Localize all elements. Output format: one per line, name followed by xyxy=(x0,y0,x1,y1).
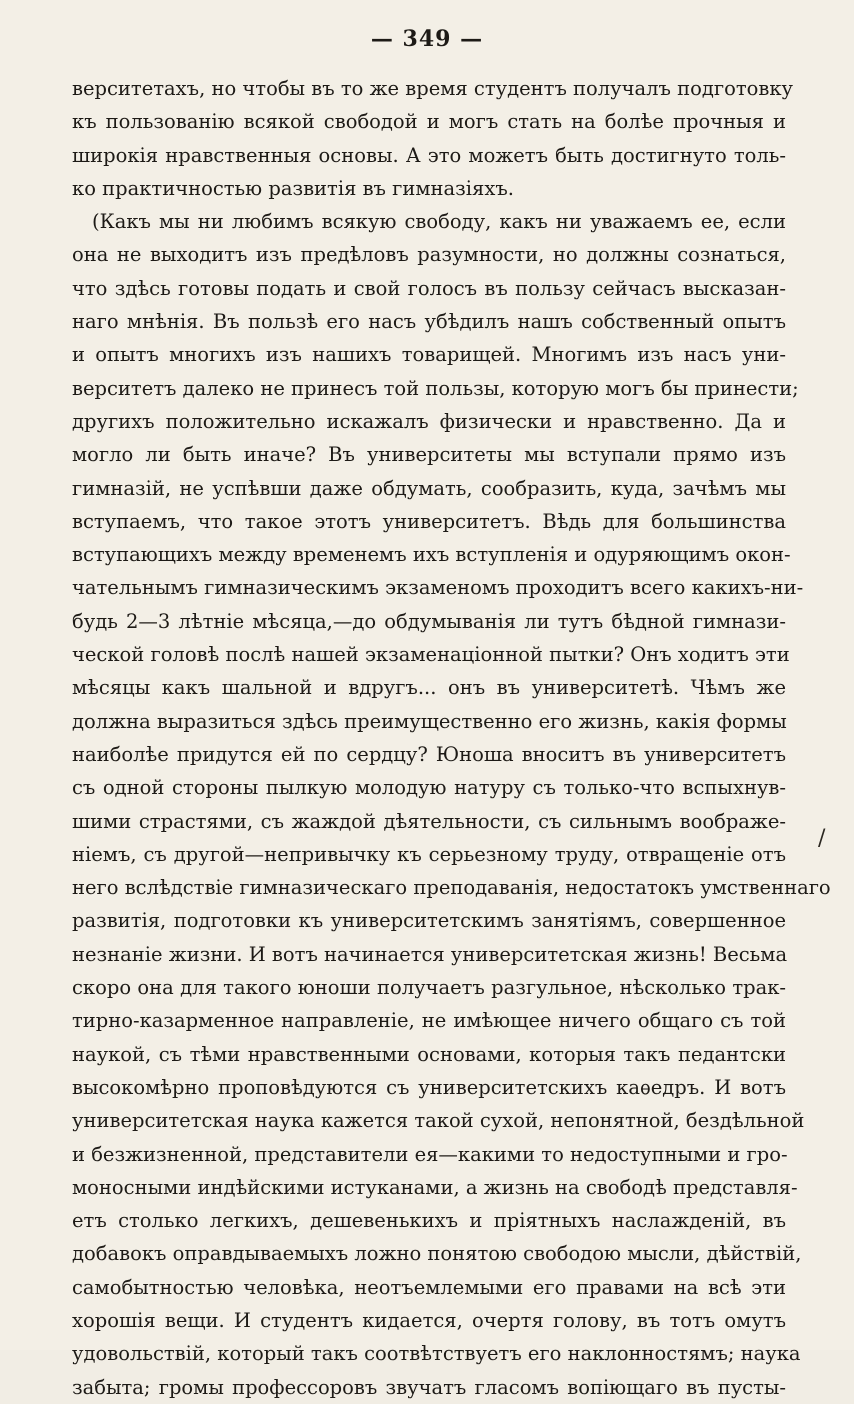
text-line: она не выходитъ изъ предѣловъ разумности, но должны сознаться, xyxy=(72,243,786,267)
margin-mark: / xyxy=(818,826,826,851)
text-line: вступаемъ, что такое этотъ университетъ. Вѣдь для большинства xyxy=(72,509,786,533)
text-line: гимназій, не успѣвши даже обдумать, сообразить, куда, зачѣмъ мы xyxy=(72,476,786,500)
text-line: самобытностью человѣка, неотъемлемыми его правами на всѣ эти xyxy=(72,1275,786,1299)
text-line: верситетахъ, но чтобы въ то же время студентъ получалъ подготовку xyxy=(72,77,794,100)
text-line: ческой головѣ послѣ нашей экзаменаціонной пытки? Онъ ходитъ эти xyxy=(72,643,790,667)
text-line: тирно-казарменное направленіе, не имѣющее ничего общаго съ той xyxy=(72,1009,786,1033)
text-line: мѣсяцы какъ шальной и вдругъ... онъ въ университетѣ. Чѣмъ же xyxy=(72,676,786,700)
text-line: должна выразиться здѣсь преимущественно его жизнь, какія формы xyxy=(72,709,787,733)
text-line: забыта; громы профессоровъ звучатъ гласомъ вопіющаго въ пусты- xyxy=(72,1375,786,1399)
text-line: и опытъ многихъ изъ нашихъ товарищей. Многимъ изъ насъ уни- xyxy=(72,343,786,367)
text-line: верситетъ далеко не принесъ той пользы, которую могъ бы принести; xyxy=(72,376,799,400)
text-line: удовольствій, который такъ соотвѣтствуетъ его наклонностямъ; наука xyxy=(72,1342,801,1366)
text-line: моносными индѣйскими истуканами, а жизнь на свободѣ представля- xyxy=(72,1175,798,1199)
text-line: добавокъ оправдываемыхъ ложно понятою свободою мысли, дѣйствій, xyxy=(72,1242,802,1266)
text-line: ніемъ, съ другой—непривычку къ серьезному труду, отвращеніе отъ xyxy=(72,842,786,866)
text-line: къ пользованію всякой свободой и могъ стать на болѣе прочныя и xyxy=(72,110,786,134)
text-line: что здѣсь готовы подать и свой голосъ въ пользу сейчасъ высказан- xyxy=(72,276,786,300)
text-line: высокомѣрно проповѣдуются съ университетскихъ каѳедръ. И вотъ xyxy=(72,1075,786,1099)
text-line: наго мнѣнія. Въ пользѣ его насъ убѣдилъ нашъ собственный опытъ xyxy=(72,310,786,334)
text-line: съ одной стороны пылкую молодую натуру съ только-что вспыхнув- xyxy=(72,776,786,800)
text-line: чательнымъ гимназическимъ экзаменомъ проходитъ всего какихъ-ни- xyxy=(72,576,804,600)
text-line: наукой, съ тѣми нравственными основами, которыя такъ педантски xyxy=(72,1042,786,1066)
text-line: хорошія вещи. И студентъ кидается, очертя голову, въ тотъ омутъ xyxy=(72,1308,786,1332)
text-line: широкія нравственныя основы. А это можетъ быть достигнуто толь- xyxy=(72,143,786,167)
text-line: етъ столько легкихъ, дешевенькихъ и пріятныхъ наслажденій, въ xyxy=(72,1209,786,1233)
text-line: другихъ положительно искажалъ физически и нравственно. Да и xyxy=(72,409,786,433)
text-line: (Какъ мы ни любимъ всякую свободу, какъ ни уважаемъ ее, если xyxy=(92,210,786,234)
text-line: могло ли быть иначе? Въ университеты мы вступали прямо изъ xyxy=(72,443,786,467)
text-line: незнаніе жизни. И вотъ начинается университетская жизнь! Весьма xyxy=(72,942,788,966)
text-line: него вслѣдствіе гимназическаго преподаванія, недостатокъ умственнаго xyxy=(72,876,831,900)
text-line: вступающихъ между временемъ ихъ вступленія и одуряющимъ окон- xyxy=(72,543,791,567)
text-line: наиболѣе придутся ей по сердцу? Юноша вноситъ въ университетъ xyxy=(72,742,786,766)
text-line: и безжизненной, представители ея—какими то недоступными и гро- xyxy=(72,1142,788,1166)
text-line: развитія, подготовки къ университетскимъ занятіямъ, совершенное xyxy=(72,909,786,933)
text-line: будь 2—3 лѣтніе мѣсяца,—до обдумыванія ли тутъ бѣдной гимнази- xyxy=(72,609,786,633)
page-number: — 349 — xyxy=(370,26,484,52)
body-text xyxy=(72,72,831,1404)
text-line: ко практичностью развитія въ гимназіяхъ. xyxy=(72,176,514,200)
text-line: университетская наука кажется такой сухой, непонятной, бездѣльной xyxy=(72,1109,805,1133)
text-line: скоро она для такого юноши получаетъ разгульное, нѣсколько трак- xyxy=(72,976,786,1000)
text-line: шими страстями, съ жаждой дѣятельности, съ сильнымъ воображе- xyxy=(72,809,786,833)
